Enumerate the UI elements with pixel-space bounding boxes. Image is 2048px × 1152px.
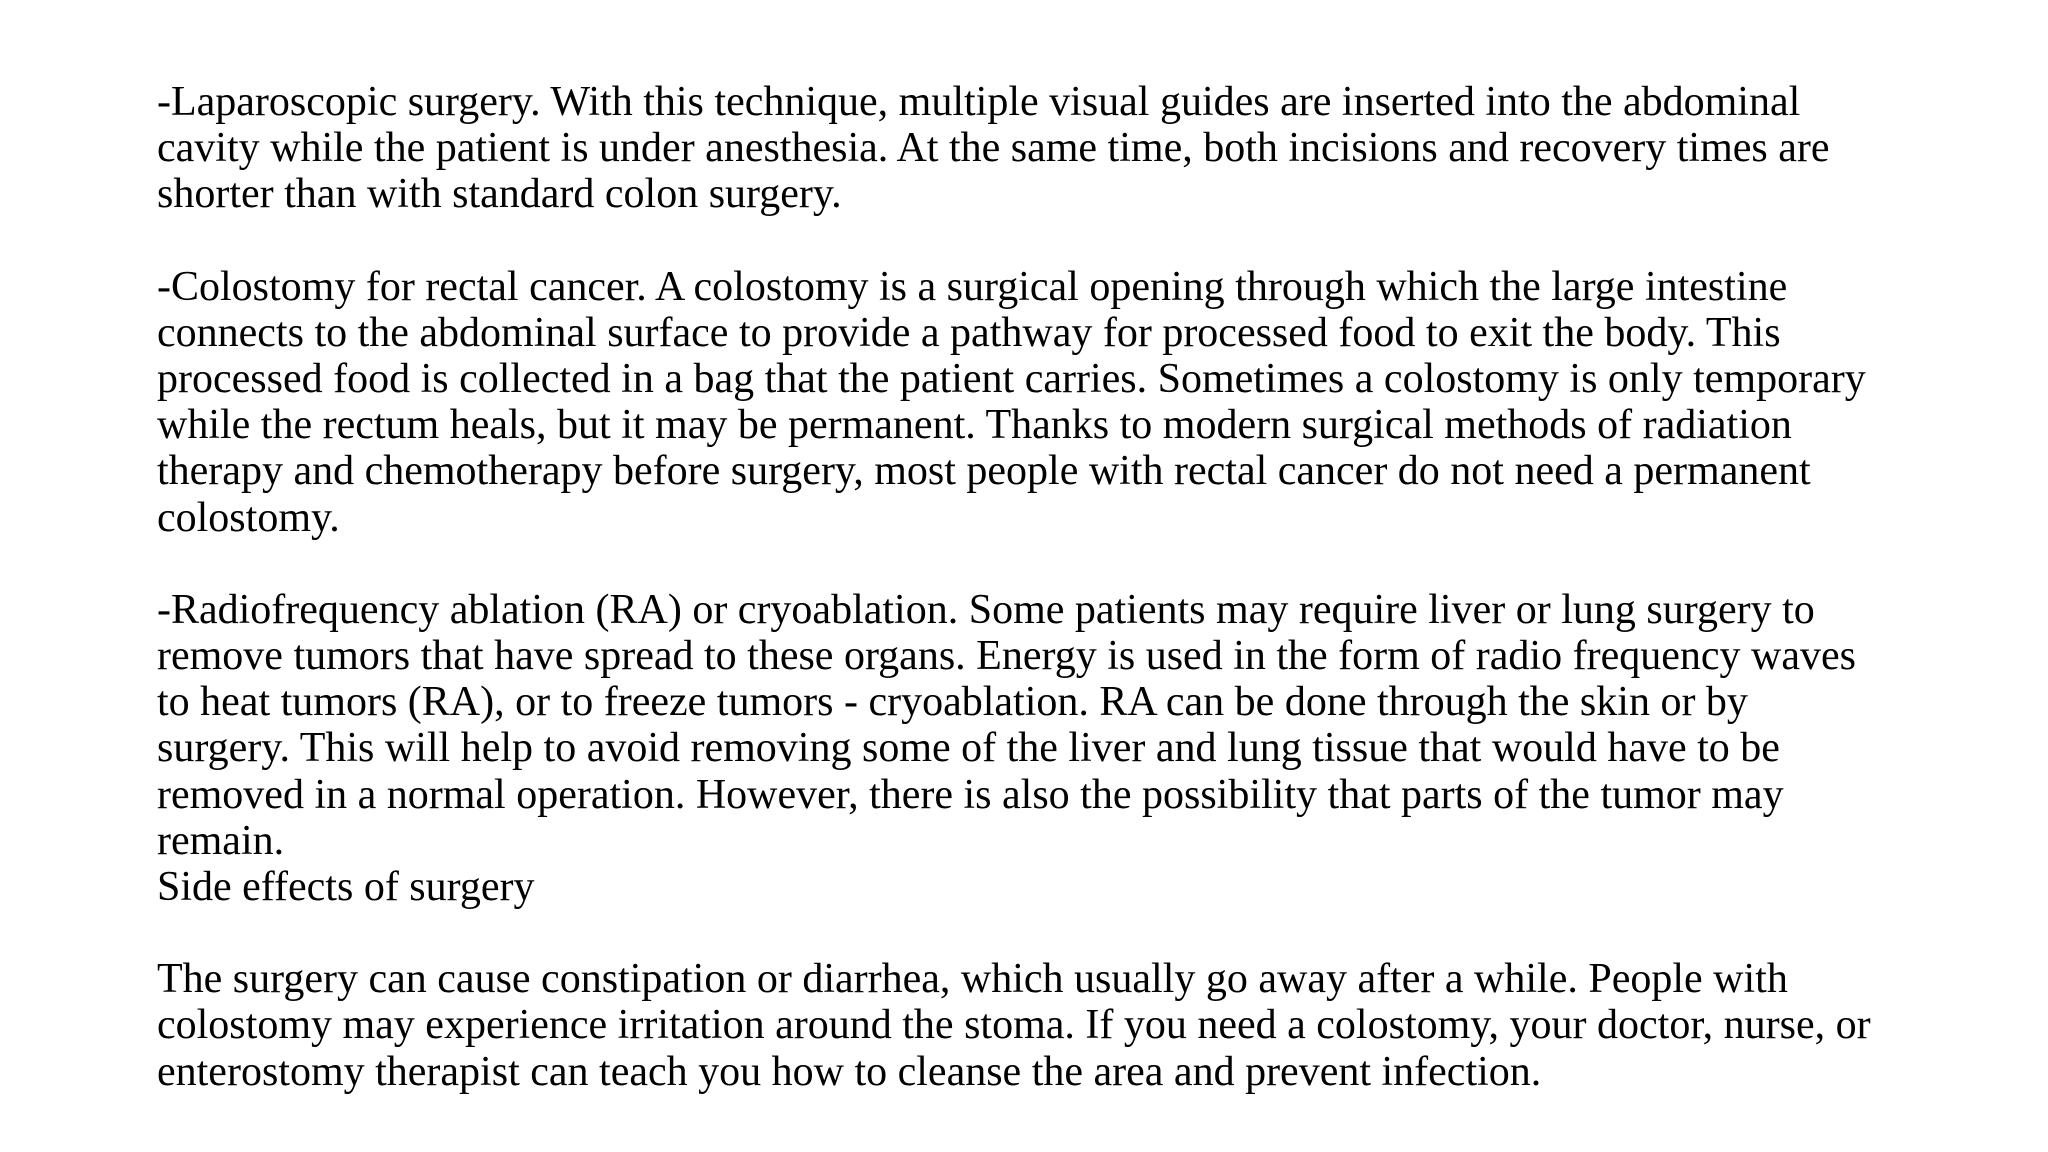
- text-line: colostomy may experience irritation around the stoma. If you need a colostomy, your doctor, nurse, or: [157, 1002, 1871, 1049]
- text-line: remove tumors that have spread to these organs. Energy is used in the form of radio frequency waves: [157, 633, 1856, 680]
- text-line: shorter than with standard colon surgery.: [157, 171, 842, 218]
- document-page: [157, 79, 1947, 1095]
- text-line: remain.: [157, 817, 285, 864]
- paragraph-laparoscopic-surgery: [157, 79, 1947, 218]
- text-line: cavity while the patient is under anesthesia. At the same time, both incisions and recovery times are: [157, 125, 1830, 172]
- text-line: while the rectum heals, but it may be permanent. Thanks to modern surgical methods of radiation: [157, 402, 1792, 449]
- heading-text: Side effects of surgery: [157, 864, 535, 911]
- text-line: -Colostomy for rectal cancer. A colostomy is a surgical opening through which the large intestine: [157, 263, 1788, 310]
- paragraph-side-effects: [157, 956, 1947, 1095]
- text-line: surgery. This will help to avoid removing some of the liver and lung tissue that would have to be: [157, 725, 1780, 772]
- text-line: enterostomy therapist can teach you how to cleanse the area and prevent infection.: [157, 1048, 1542, 1095]
- text-line: colostomy.: [157, 494, 340, 541]
- paragraph-spacer: [157, 218, 1947, 264]
- text-line: -Laparoscopic surgery. With this technique, multiple visual guides are inserted into the abdominal: [157, 79, 1801, 125]
- paragraph-spacer: [157, 910, 1947, 956]
- text-line: connects to the abdominal surface to provide a pathway for processed food to exit the body. This: [157, 309, 1781, 356]
- text-line: -Radiofrequency ablation (RA) or cryoablation. Some patients may require liver or lung surgery to: [157, 586, 1815, 633]
- text-line: to heat tumors (RA), or to freeze tumors - cryoablation. RA can be done through the skin or by: [157, 679, 1748, 726]
- paragraph-colostomy: [157, 264, 1947, 541]
- paragraph-spacer: [157, 541, 1947, 587]
- paragraph-radiofrequency-ablation: [157, 587, 1947, 864]
- text-line: The surgery can cause constipation or diarrhea, which usually go away after a while. People with: [157, 956, 1788, 1003]
- text-line: processed food is collected in a bag that the patient carries. Sometimes a colostomy is only temporary: [157, 356, 1866, 403]
- section-heading-side-effects: [157, 864, 1947, 910]
- text-line: removed in a normal operation. However, there is also the possibility that parts of the tumor may: [157, 771, 1784, 818]
- text-line: therapy and chemotherapy before surgery, most people with rectal cancer do not need a permanent: [157, 448, 1811, 495]
